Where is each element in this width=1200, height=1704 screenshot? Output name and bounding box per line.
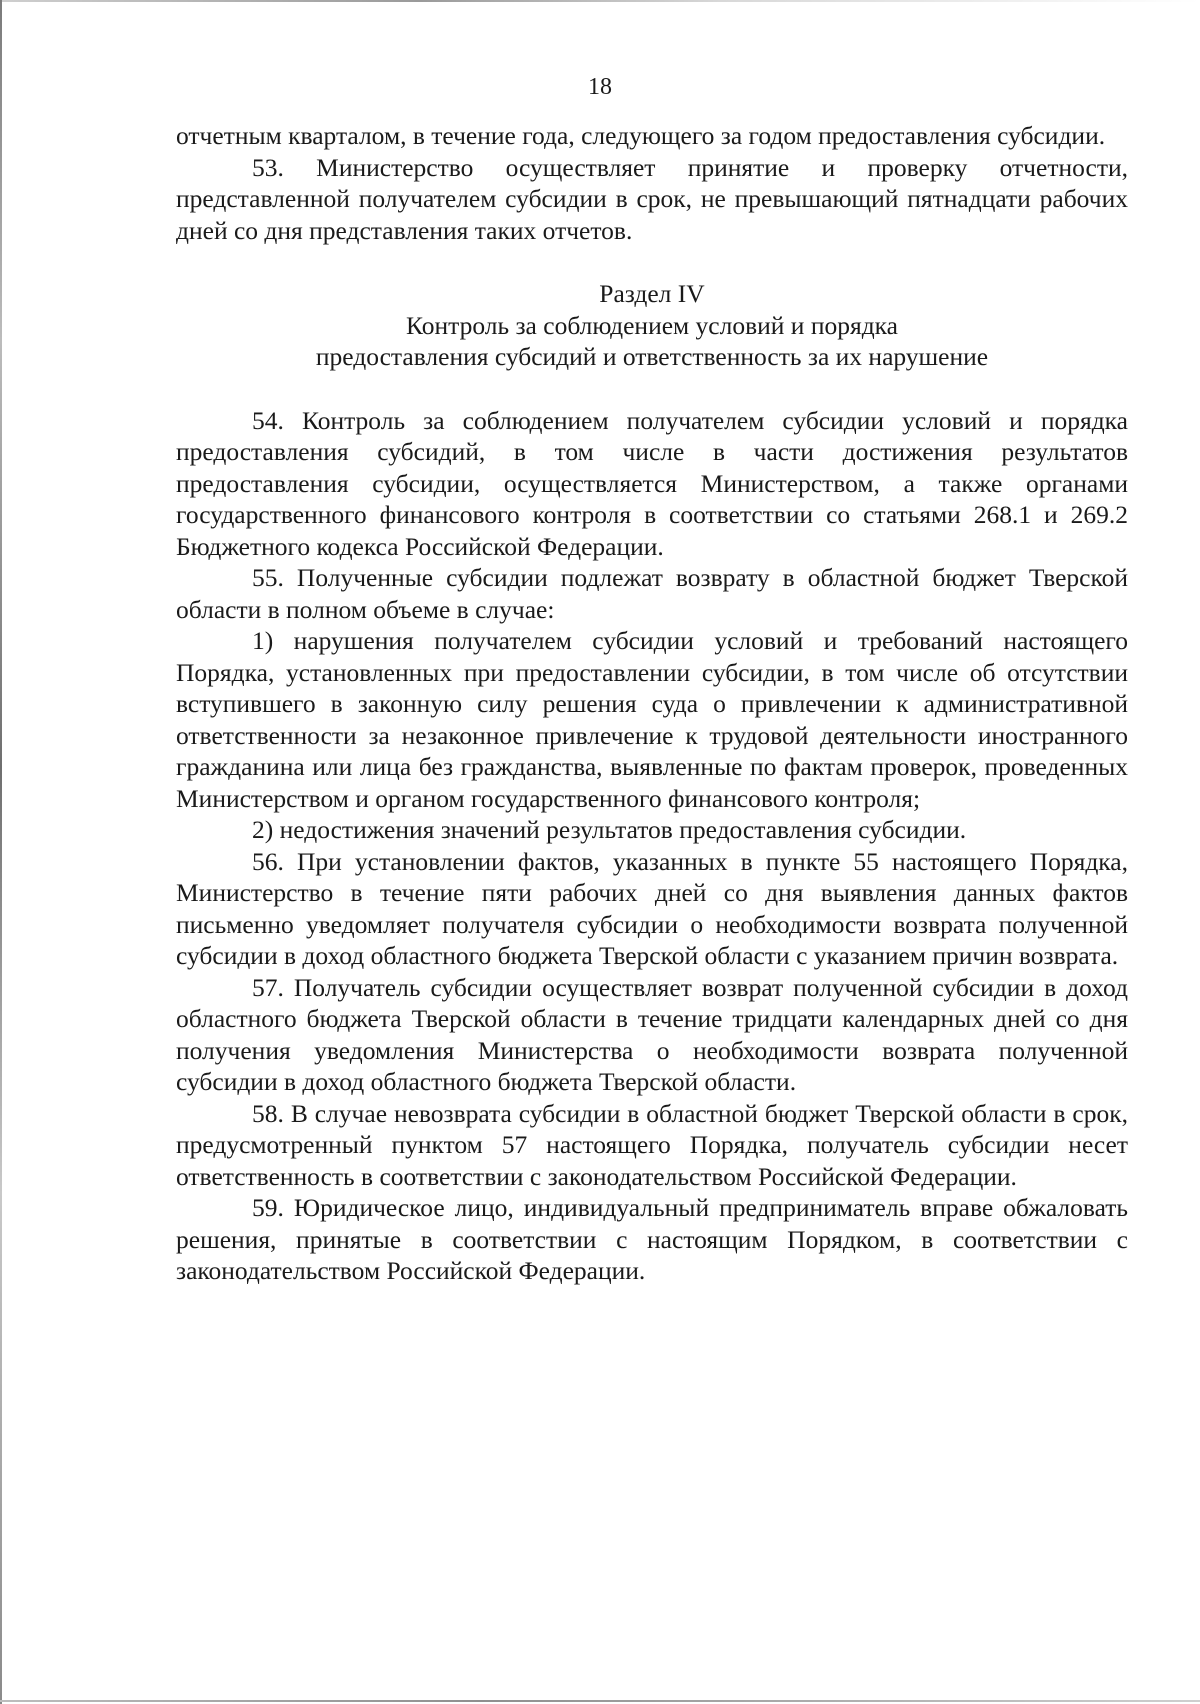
document-body: [176, 120, 1128, 1287]
paragraph-55: 55. Полученные субсидии подлежат возврату в областной бюджет Тверской области в полном объеме в случае:: [176, 563, 1128, 624]
paragraph-55-item-2: 2) недостижения значений результатов предоставления субсидии.: [252, 815, 967, 844]
paragraph-57: 57. Получатель субсидии осуществляет возврат полученной субсидии в доход областного бюджета Тверской области в течение тридцати календарных дней со дня получения уведомления Министерства о необходимости возврата полученной субсидии в доход областного бюджета Тверской области.: [176, 972, 1128, 1096]
paragraph-58: 58. В случае невозврата субсидии в областной бюджет Тверской области в срок, предусмотренный пунктом 57 настоящего Порядка, получатель субсидии несет ответственность в соответствии с законодательством Российской Федерации.: [176, 1098, 1128, 1191]
paragraph-54: 54. Контроль за соблюдением получателем субсидии условий и порядка предоставления субсидий, в том числе в части достижения результатов предоставления субсидии, осуществляется Министерством, а также органами государственного финансового контроля в соответствии со статьями 268.1 и 269.2 Бюджетного кодекса Российской Федерации.: [176, 405, 1128, 561]
page-number: 18: [588, 74, 612, 100]
paragraph-56: 56. При установлении фактов, указанных в пункте 55 настоящего Порядка, Министерство в течение пяти рабочих дней со дня выявления данных фактов письменно уведомляет получателя субсидии о необходимости возврата полученной субсидии в доход областного бюджета Тверской области с указанием причин возврата.: [176, 846, 1128, 970]
scan-edge-left: [0, 0, 2, 1704]
section-title-line-1: Контроль за соблюдением условий и порядка: [406, 310, 898, 340]
section-label: Раздел IV: [599, 279, 705, 308]
scan-edge-bottom: [0, 1700, 1200, 1702]
paragraph-55-item-1: 1) нарушения получателем субсидии условий и требований настоящего Порядка, установленных при предоставлении субсидии, в том числе об отсутствии вступившего в законную силу решения суда о привлечении к административной ответственности за незаконное привлечение к трудовой деятельности иностранного гражданина или лица без гражданства, выявленные по фактам проверок, проведенных Министерством и органом государственного финансового контроля;: [176, 626, 1128, 813]
section-title-line-2: предоставления субсидий и ответственность за их нарушение: [315, 342, 989, 371]
paragraph-continuation: отчетным кварталом, в течение года, следующего за годом предоставления субсидии.: [176, 121, 1106, 150]
scan-edge-top: [0, 0, 1200, 2]
section-heading: [176, 278, 1128, 373]
paragraph-59: 59. Юридическое лицо, индивидуальный предприниматель вправе обжаловать решения, принятые в соответствии с настоящим Порядком, в соответствии с законодательством Российской Федерации.: [176, 1193, 1128, 1285]
paragraph-53: 53. Министерство осуществляет принятие и проверку отчетности, представленной получателем субсидии в срок, не превышающий пятнадцати рабочих дней со дня представления таких отчетов.: [176, 152, 1128, 245]
